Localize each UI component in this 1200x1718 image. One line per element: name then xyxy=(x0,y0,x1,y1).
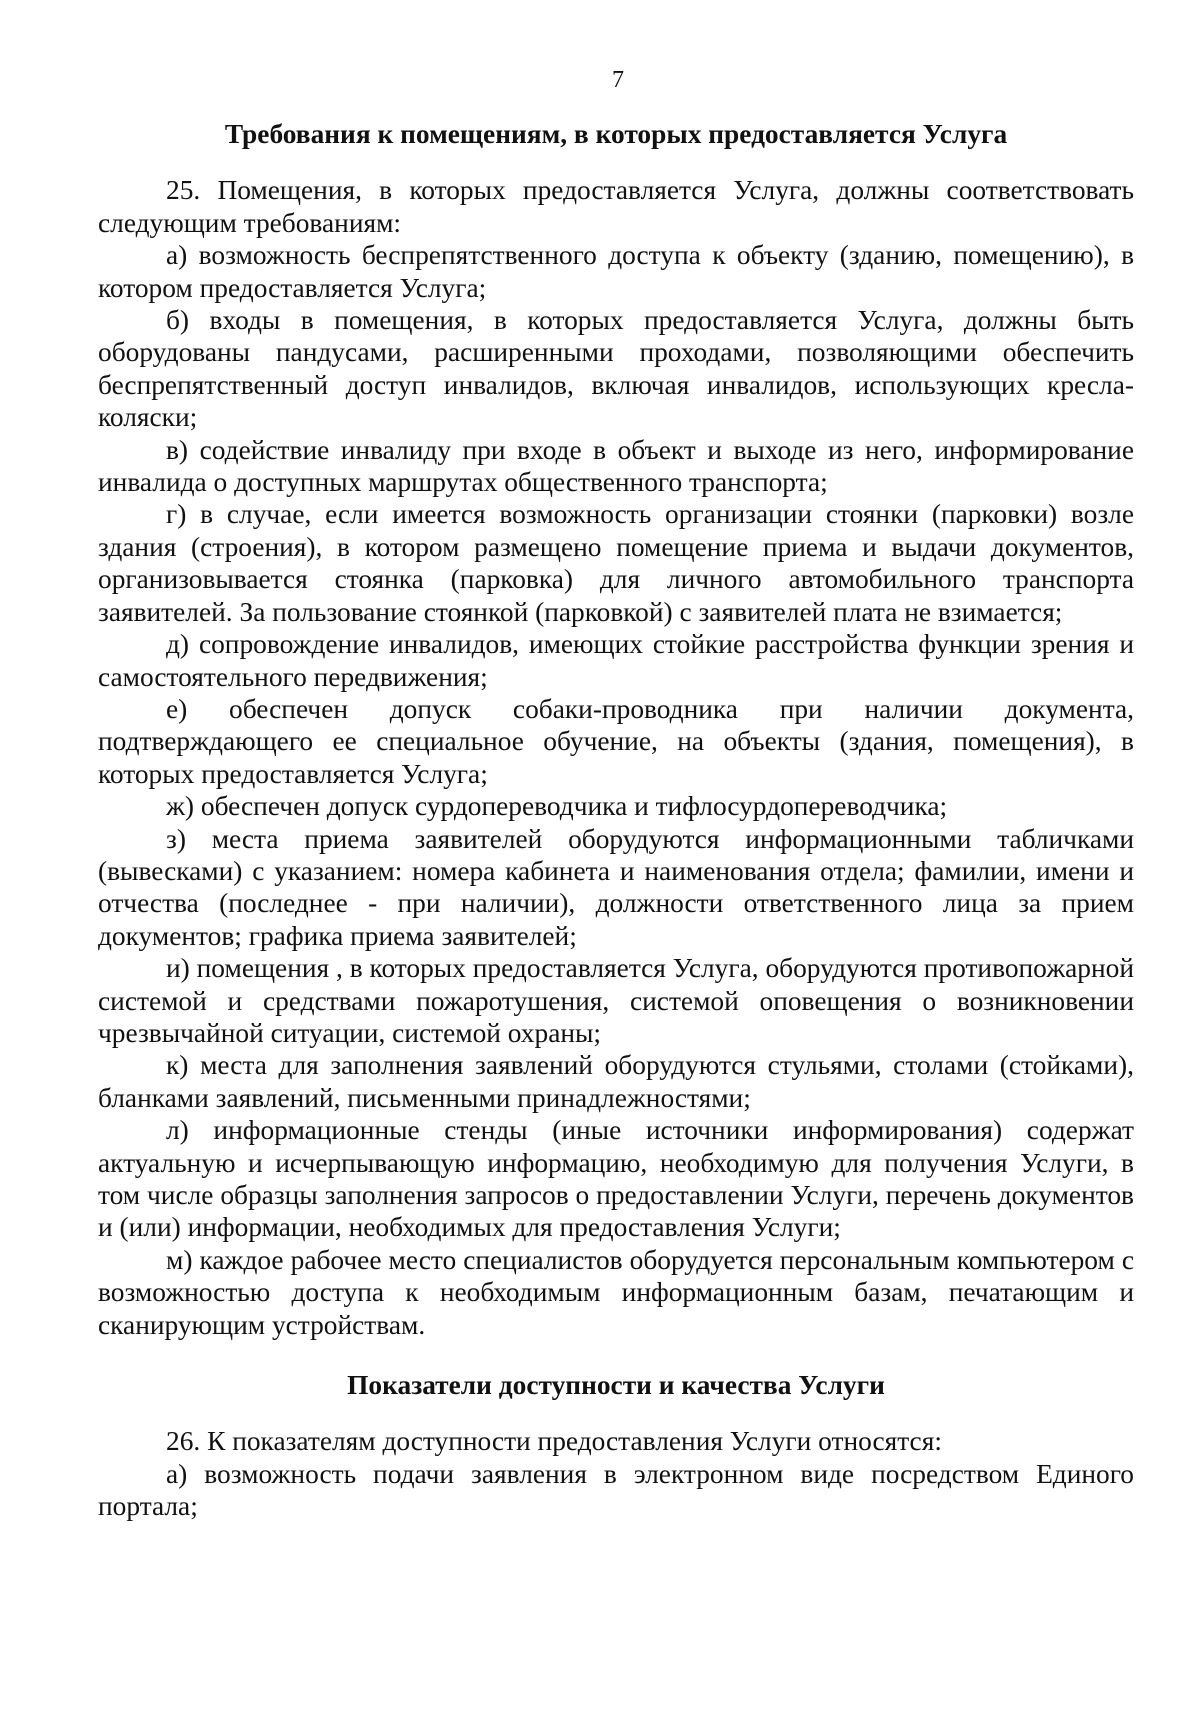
section-heading-premises-requirements: Требования к помещениям, в которых предоставляется Услуга xyxy=(224,119,1008,149)
list-item-a: а) возможность беспрепятственного доступа к объекту (зданию, помещению), в котором предоставляется Услуга; xyxy=(98,240,1134,303)
list-item-l: л) информационные стенды (иные источники информирования) содержат актуальную и исчерпывающую информацию, необходимую для получения Услуги, в том числе образцы заполнения запросов о предоставлении Услуги, перечень документов и (или) информации, необходимых для предоставления Услуги; xyxy=(98,1115,1134,1243)
list-item-k: к) места для заполнения заявлений оборудуются стульями, столами (стойками), бланками заявлений, письменными принадлежностями; xyxy=(98,1050,1134,1113)
list-item-z: з) места приема заявителей оборудуются информационными табличками (вывесками) с указанием: номера кабинета и наименования отдела; фамилии, имени и отчества (последнее - при наличии), должности ответственного лица за прием документов; графика приема заявителей; xyxy=(98,823,1134,951)
page-number: 7 xyxy=(612,67,624,93)
list-item-i: и) помещения , в которых предоставляется Услуга, оборудуются противопожарной системой и средствами пожаротушения, системой оповещения о возникновении чрезвычайной ситуации, системой охраны; xyxy=(98,953,1134,1048)
list-item-g: г) в случае, если имеется возможность организации стоянки (парковки) возле здания (строения), в котором размещено помещение приема и выдачи документов, организовывается стоянка (парковка) для личного автомобильного транспорта заявителей. За пользование стоянкой (парковкой) с заявителей плата не взимается; xyxy=(98,499,1134,627)
list-item-d: д) сопровождение инвалидов, имеющих стойкие расстройства функции зрения и самостоятельного передвижения; xyxy=(98,629,1134,692)
list-item-m: м) каждое рабочее место специалистов оборудуется персональным компьютером с возможностью доступа к необходимым информационным базам, печатающим и сканирующим устройствам. xyxy=(98,1244,1134,1340)
document-body xyxy=(98,118,1134,1523)
paragraph-25: 25. Помещения, в которых предоставляется Услуга, должны соответствовать следующим требованиям: xyxy=(98,175,1134,238)
list-item-e: е) обеспечен допуск собаки-проводника при наличии документа, подтверждающего ее специальное обучение, на объекты (здания, помещения), в которых предоставляется Услуга; xyxy=(98,693,1134,789)
paragraph-26: 26. К показателям доступности предоставления Услуги относятся: xyxy=(166,1426,942,1457)
list-item-b: б) входы в помещения, в которых предоставляется Услуга, должны быть оборудованы пандусами, расширенными проходами, позволяющими обеспечить беспрепятственный доступ инвалидов, включая инвалидов, использующих кресла-коляски; xyxy=(98,305,1134,433)
section-heading-accessibility-quality: Показатели доступности и качества Услуги xyxy=(347,1370,885,1401)
list-item-v: в) содействие инвалиду при входе в объект и выходе из него, информирование инвалида о доступных маршрутах общественного транспорта; xyxy=(98,434,1134,498)
list-item-zh: ж) обеспечен допуск сурдопереводчика и тифлосурдопереводчика; xyxy=(166,791,948,822)
list-item-26-a: а) возможность подачи заявления в электронном виде посредством Единого портала; xyxy=(98,1458,1134,1522)
